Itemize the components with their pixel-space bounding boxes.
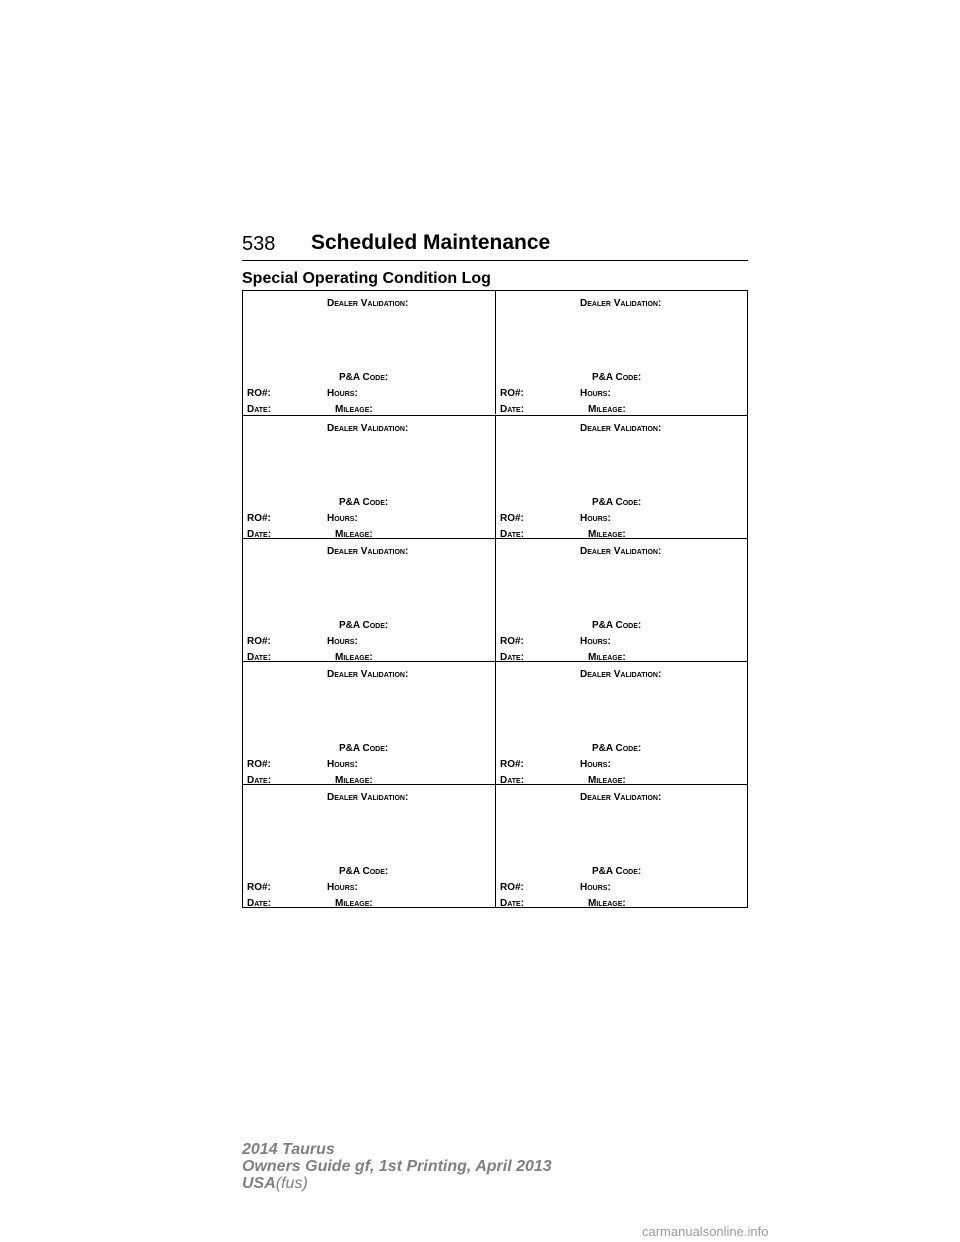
dealer-validation-label: Dealer Validation: [580,669,662,680]
section-title: Special Operating Condition Log [242,270,491,287]
mileage-label: Mileage: [335,529,373,540]
footer-edition: Owners Guide gf, 1st Printing, April 2013 [242,1158,552,1175]
footer-model: 2014 Taurus [242,1141,335,1158]
hours-label: Hours: [327,636,358,647]
ro-number-label: RO#: [500,759,524,770]
pa-code-label: P&A Code: [339,372,389,383]
hours-label: Hours: [327,513,358,524]
log-row [243,784,747,908]
pa-code-label: P&A Code: [592,497,642,508]
mileage-label: Mileage: [588,529,626,540]
log-entry-left [243,539,495,662]
date-label: Date: [247,898,272,909]
pa-code-label: P&A Code: [339,620,389,631]
pa-code-label: P&A Code: [339,866,389,877]
log-entry-left [243,662,495,785]
log-entry-right [495,416,748,539]
hours-label: Hours: [580,759,611,770]
print-footer [242,1141,552,1192]
page-number: 538 [242,233,276,255]
footer-region-code: (fus) [275,1175,308,1192]
hours-label: Hours: [580,513,611,524]
log-entry-left [243,291,495,414]
log-entry-right [495,662,748,785]
pa-code-label: P&A Code: [592,866,642,877]
pa-code-label: P&A Code: [592,743,642,754]
condition-log-grid [242,290,748,908]
hours-label: Hours: [580,388,611,399]
dealer-validation-label: Dealer Validation: [327,546,409,557]
ro-number-label: RO#: [500,388,524,399]
ro-number-label: RO#: [247,513,271,524]
log-entry-left [243,416,495,539]
pa-code-label: P&A Code: [592,620,642,631]
mileage-label: Mileage: [335,775,373,786]
mileage-label: Mileage: [335,898,373,909]
ro-number-label: RO#: [500,513,524,524]
mileage-label: Mileage: [335,652,373,663]
mileage-label: Mileage: [588,898,626,909]
mileage-label: Mileage: [335,404,373,415]
dealer-validation-label: Dealer Validation: [580,792,662,803]
log-entry-right [495,291,748,414]
hours-label: Hours: [327,882,358,893]
page-header [242,230,748,261]
date-label: Date: [247,529,272,540]
log-entry-right [495,539,748,662]
footer-region-line [242,1175,552,1192]
log-row [243,661,747,785]
date-label: Date: [500,652,525,663]
date-label: Date: [500,775,525,786]
log-entry-left [243,785,495,908]
hours-label: Hours: [327,388,358,399]
mileage-label: Mileage: [588,404,626,415]
hours-label: Hours: [327,759,358,770]
dealer-validation-label: Dealer Validation: [580,546,662,557]
chapter-title: Scheduled Maintenance [311,231,551,254]
dealer-validation-label: Dealer Validation: [580,423,662,434]
pa-code-label: P&A Code: [592,372,642,383]
date-label: Date: [500,404,525,415]
ro-number-label: RO#: [247,636,271,647]
pa-code-label: P&A Code: [339,497,389,508]
site-watermark: carmanualsonline.info [642,1224,769,1239]
ro-number-label: RO#: [500,882,524,893]
log-entry-right [495,785,748,908]
dealer-validation-label: Dealer Validation: [580,298,662,309]
date-label: Date: [247,652,272,663]
ro-number-label: RO#: [500,636,524,647]
mileage-label: Mileage: [588,775,626,786]
date-label: Date: [500,898,525,909]
footer-region: USA [242,1175,276,1192]
hours-label: Hours: [580,882,611,893]
log-row [243,415,747,539]
hours-label: Hours: [580,636,611,647]
ro-number-label: RO#: [247,388,271,399]
date-label: Date: [247,775,272,786]
dealer-validation-label: Dealer Validation: [327,792,409,803]
ro-number-label: RO#: [247,882,271,893]
date-label: Date: [247,404,272,415]
date-label: Date: [500,529,525,540]
log-row [243,538,747,662]
ro-number-label: RO#: [247,759,271,770]
dealer-validation-label: Dealer Validation: [327,298,409,309]
log-row [243,291,747,414]
dealer-validation-label: Dealer Validation: [327,423,409,434]
mileage-label: Mileage: [588,652,626,663]
dealer-validation-label: Dealer Validation: [327,669,409,680]
pa-code-label: P&A Code: [339,743,389,754]
